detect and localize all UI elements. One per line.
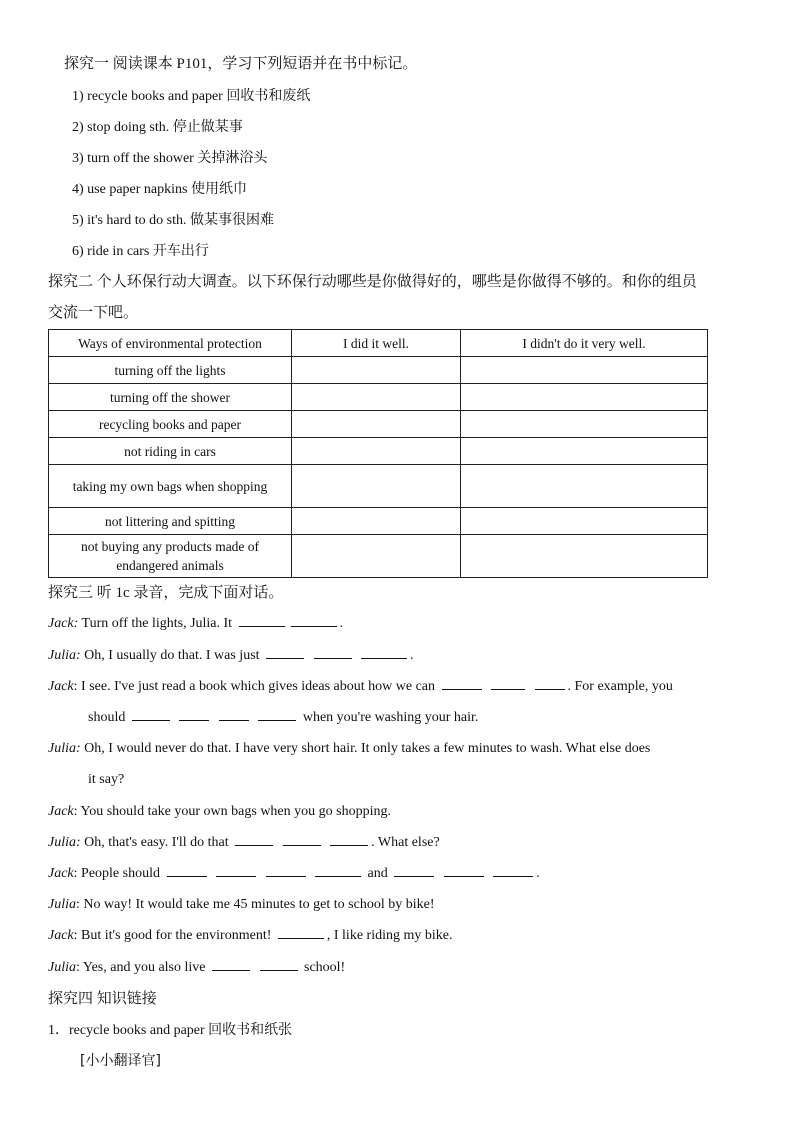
phrase-cn: 开车出行 <box>152 243 209 259</box>
answer-blank[interactable] <box>258 708 296 721</box>
phrase-en: 1) recycle books and paper <box>72 89 223 104</box>
dialogue-line <box>48 646 414 666</box>
header-not-well: I didn't do it very well. <box>461 330 708 357</box>
cell-did-well[interactable] <box>292 535 461 578</box>
phrase-en: 5) it's hard to do sth. <box>72 213 187 228</box>
phrase-en: 4) use paper napkins <box>72 182 188 197</box>
speaker: Julia: <box>48 835 81 850</box>
row-action: taking my own bags when shopping <box>49 465 292 508</box>
knowledge-item-cn: 回收书和纸张 <box>208 1022 293 1038</box>
dialogue-line <box>48 833 440 853</box>
dialogue-text: . What else? <box>371 835 440 850</box>
speaker: Jack <box>48 928 74 943</box>
section4-title: 探究四 知识链接 <box>48 991 157 1007</box>
phrase-item <box>72 241 209 262</box>
dialogue-line <box>88 708 478 728</box>
speaker: Julia: <box>48 648 81 663</box>
dialogue-line <box>48 677 673 697</box>
phrase-cn: 停止做某事 <box>172 119 243 135</box>
cell-not-well[interactable] <box>461 384 708 411</box>
row-action: turning off the lights <box>49 357 292 384</box>
dialogue-text: when you're washing your hair. <box>302 710 479 725</box>
phrase-cn: 做某事很困难 <box>190 212 275 228</box>
answer-blank[interactable] <box>283 833 321 846</box>
phrase-cn: 回收书和废纸 <box>226 88 311 104</box>
dialogue-text: Turn off the lights, Julia. It <box>78 616 233 631</box>
answer-blank[interactable] <box>535 677 565 690</box>
phrase-en: 6) ride in cars <box>72 244 150 259</box>
phrase-item <box>72 210 274 231</box>
speaker: Jack <box>48 866 74 881</box>
dialogue-text: : You should take your own bags when you go shopping. <box>73 804 391 819</box>
dialogue-text: . <box>410 648 414 663</box>
table-row <box>49 357 708 384</box>
section3-title: 探究三 听 1c 录音，完成下面对话。 <box>48 585 284 601</box>
answer-blank[interactable] <box>291 614 337 627</box>
table-header-row <box>49 330 708 357</box>
speaker: Julia: <box>48 741 81 756</box>
answer-blank[interactable] <box>235 833 273 846</box>
table-row <box>49 535 708 578</box>
phrase-en: 2) stop doing sth. <box>72 120 170 135</box>
dialogue-text: Oh, I usually do that. I was just <box>80 648 260 663</box>
speaker: Julia <box>48 897 76 912</box>
answer-blank[interactable] <box>212 958 250 971</box>
cell-not-well[interactable] <box>461 357 708 384</box>
answer-blank[interactable] <box>314 646 352 659</box>
knowledge-item <box>48 1020 292 1041</box>
phrase-en: 3) turn off the shower <box>72 151 194 166</box>
dialogue-line <box>48 614 343 634</box>
dialogue-line <box>48 926 452 946</box>
dialogue-text: Oh, I would never do that. I have very short hair. It only takes a few minutes to wash. What else does <box>80 741 651 756</box>
row-action: not buying any products made of endangered animals <box>49 535 292 578</box>
answer-blank[interactable] <box>266 864 306 877</box>
speaker: Jack <box>48 679 74 694</box>
survey-table <box>48 329 708 578</box>
dialogue-text: school! <box>304 960 346 975</box>
section2-title-line1: 探究二 个人环保行动大调查。以下环保行动哪些是你做得好的，哪些是你做得不够的。和你的组员 <box>48 274 697 290</box>
cell-did-well[interactable] <box>292 508 461 535</box>
answer-blank[interactable] <box>179 708 209 721</box>
cell-not-well[interactable] <box>461 465 708 508</box>
phrase-item <box>72 117 243 138</box>
answer-blank[interactable] <box>219 708 249 721</box>
dialogue-text: and <box>367 866 388 881</box>
answer-blank[interactable] <box>167 864 207 877</box>
phrase-item <box>72 179 247 200</box>
answer-blank[interactable] <box>216 864 256 877</box>
dialogue-text: : Yes, and you also live <box>76 960 206 975</box>
dialogue-text: . For example, you <box>567 679 673 694</box>
cell-did-well[interactable] <box>292 465 461 508</box>
dialogue-text: should <box>88 710 126 725</box>
speaker: Jack <box>48 804 74 819</box>
table-row <box>49 438 708 465</box>
header-ways: Ways of environmental protection <box>49 330 292 357</box>
dialogue-text: . <box>339 616 344 631</box>
answer-blank[interactable] <box>315 864 361 877</box>
dialogue-line <box>88 770 124 790</box>
dialogue-text: : I see. I've just read a book which gives ideas about how we can <box>73 679 436 694</box>
answer-blank[interactable] <box>330 833 368 846</box>
cell-did-well[interactable] <box>292 411 461 438</box>
translator-label: [小小翻译官] <box>80 1053 161 1069</box>
dialogue-line <box>48 895 435 915</box>
dialogue-line: Jack: People should and . <box>48 866 540 881</box>
answer-blank[interactable] <box>239 614 285 627</box>
header-did-well: I did it well. <box>292 330 461 357</box>
section2-title-line2: 交流一下吧。 <box>48 305 139 321</box>
answer-blank[interactable] <box>493 864 533 877</box>
table-row <box>49 465 708 508</box>
answer-blank[interactable] <box>394 864 434 877</box>
answer-blank[interactable] <box>132 708 170 721</box>
speaker: Julia <box>48 960 76 975</box>
row-action: not riding in cars <box>49 438 292 465</box>
row-action: turning off the shower <box>49 384 292 411</box>
dialogue-text: : People should <box>73 866 160 881</box>
answer-blank[interactable] <box>361 646 407 659</box>
knowledge-item-en: 1．recycle books and paper <box>48 1023 205 1038</box>
cell-not-well[interactable] <box>461 411 708 438</box>
dialogue-text: , I like riding my bike. <box>326 928 453 943</box>
cell-did-well[interactable] <box>292 438 461 465</box>
cell-not-well[interactable] <box>461 508 708 535</box>
dialogue-text: : But it's good for the environment! <box>73 928 272 943</box>
dialogue-line <box>48 739 650 759</box>
table-row <box>49 411 708 438</box>
phrase-cn: 关掉淋浴头 <box>197 150 268 166</box>
row-action: not littering and spitting <box>49 508 292 535</box>
cell-did-well[interactable] <box>292 357 461 384</box>
answer-blank[interactable] <box>266 646 304 659</box>
table-row <box>49 508 708 535</box>
row-action: recycling books and paper <box>49 411 292 438</box>
section1-title: 探究一 阅读课本 P101，学习下列短语并在书中标记。 <box>64 56 418 72</box>
answer-blank[interactable] <box>260 958 298 971</box>
phrase-item <box>72 86 310 107</box>
table-row <box>49 384 708 411</box>
dialogue-text: Oh, that's easy. I'll do that <box>80 835 229 850</box>
speaker: Jack: <box>48 616 79 631</box>
cell-did-well[interactable] <box>292 384 461 411</box>
answer-blank[interactable] <box>444 864 484 877</box>
answer-blank[interactable] <box>491 677 525 690</box>
phrase-cn: 使用纸巾 <box>190 181 247 197</box>
answer-blank[interactable] <box>278 926 324 939</box>
dialogue-line <box>48 802 391 822</box>
dialogue-line <box>48 958 345 978</box>
cell-not-well[interactable] <box>461 438 708 465</box>
dialogue-text: it say? <box>88 772 125 787</box>
answer-blank[interactable] <box>442 677 482 690</box>
dialogue-text: : No way! It would take me 45 minutes to get to school by bike! <box>76 897 435 912</box>
cell-not-well[interactable] <box>461 535 708 578</box>
phrase-item <box>72 148 267 169</box>
